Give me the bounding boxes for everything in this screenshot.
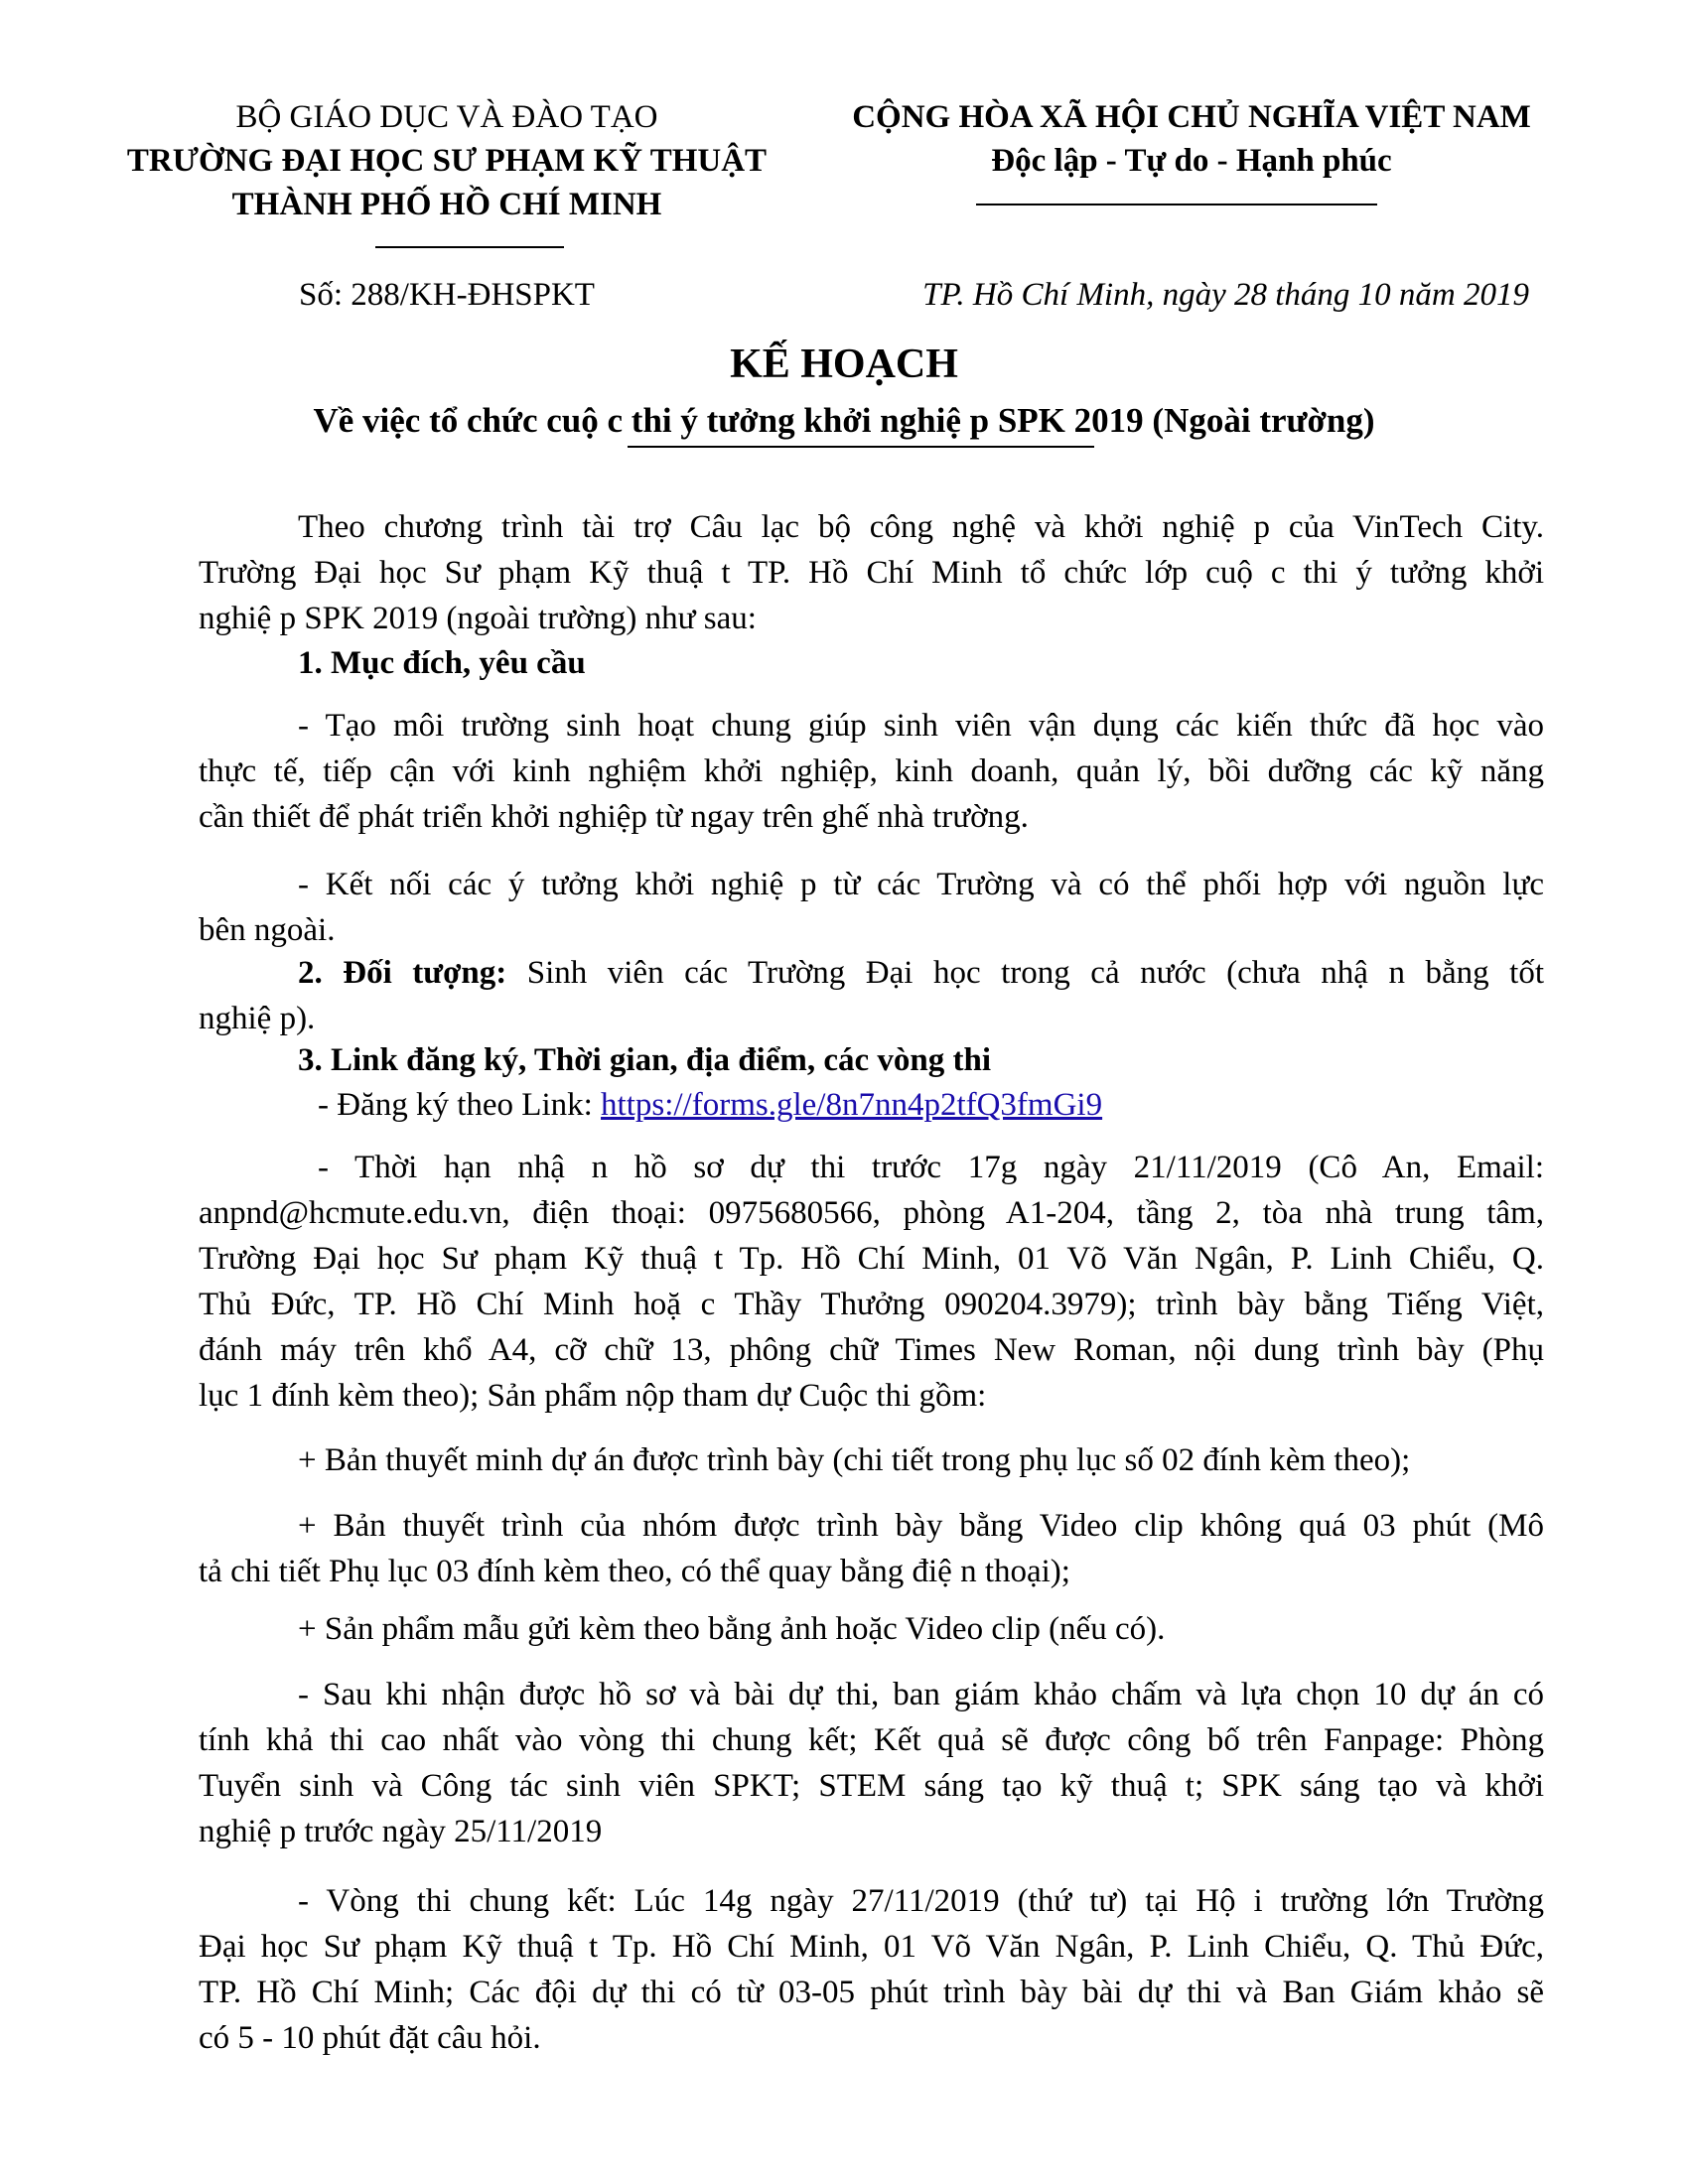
- section-3-heading: 3. Link đăng ký, Thời gian, địa điểm, các vòng thi: [298, 1042, 992, 1078]
- final-round-paragraph: [199, 1878, 1544, 2061]
- intro-line: Trường Đại học Sư phạm Kỹ thuậ t TP. Hồ Chí Minh tổ chức lớp cuộ c thi ý tưởng khởi: [199, 555, 1544, 591]
- section-2-label: 2. Đối tượng:: [298, 955, 507, 991]
- section-1-bullet-2: [199, 862, 1544, 953]
- section-1-heading: 1. Mục đích, yêu cầu: [298, 645, 586, 681]
- product-item-1: [199, 1437, 1544, 1483]
- deadline-line: Thủ Đức, TP. Hồ Chí Minh hoặ c Thầy Thưởng 090204.3979); trình bày bằng Tiếng Việt,: [199, 1287, 1544, 1322]
- deadline-paragraph: [199, 1145, 1544, 1419]
- bullet-line: cần thiết để phát triển khởi nghiệp từ ngay trên ghế nhà trường.: [199, 799, 1029, 835]
- bullet-line: - Kết nối các ý tưởng khởi nghiệ p từ các Trường và có thể phối hợp với nguồn lực: [298, 867, 1544, 902]
- product-item-text: + Bản thuyết trình của nhóm được trình bày bằng Video clip không quá 03 phút (Mô: [298, 1508, 1544, 1544]
- product-item-2: [199, 1503, 1544, 1594]
- deadline-line: anpnd@hcmute.edu.vn, điện thoại: 0975680566, phòng A1-204, tầng 2, tòa nhà trung tâm,: [199, 1195, 1544, 1231]
- bullet-line: thực tế, tiếp cận với kinh nghiệm khởi nghiệp, kinh doanh, quản lý, bồi dưỡng các kỹ năng: [199, 753, 1544, 789]
- registration-line: [199, 1082, 1544, 1128]
- registration-link[interactable]: https://forms.gle/8n7nn4p2tfQ3fmGi9: [601, 1087, 1103, 1123]
- section-2-paragraph: [199, 950, 1544, 1041]
- deadline-line: Trường Đại học Sư phạm Kỹ thuậ t Tp. Hồ Chí Minh, 01 Võ Văn Ngân, P. Linh Chiểu, Q.: [199, 1241, 1544, 1277]
- results-line: tính khả thi cao nhất vào vòng thi chung kết; Kết quả sẽ được công bố trên Fanpage: Phòng: [199, 1722, 1544, 1758]
- nation-name: CỘNG HÒA XÃ HỘI CHỦ NGHĨA VIỆT NAM: [852, 99, 1531, 135]
- intro-line: nghiệ p SPK 2019 (ngoài trường) như sau:: [199, 601, 757, 636]
- deadline-line: lục 1 đính kèm theo); Sản phẩm nộp tham dự Cuộc thi gồm:: [199, 1378, 987, 1414]
- final-round-line: Đại học Sư phạm Kỹ thuậ t Tp. Hồ Chí Minh, 01 Võ Văn Ngân, P. Linh Chiểu, Q. Thủ Đức,: [199, 1929, 1544, 1965]
- product-item-3: [199, 1606, 1544, 1652]
- document-date: TP. Hồ Chí Minh, ngày 28 tháng 10 năm 2019: [922, 277, 1529, 313]
- motto-underline: [976, 204, 1377, 205]
- ministry-name: BỘ GIÁO DỤC VÀ ĐÀO TẠO: [235, 99, 658, 135]
- national-motto: Độc lập - Tự do - Hạnh phúc: [991, 143, 1392, 179]
- city-name: THÀNH PHỐ HỒ CHÍ MINH: [231, 187, 662, 222]
- final-round-line: TP. Hồ Chí Minh; Các đội dự thi có từ 03-05 phút trình bày bài dự thi và Ban Giám khảo sẽ: [199, 1975, 1544, 2010]
- bullet-line: - Tạo môi trường sinh hoạt chung giúp sinh viên vận dụng các kiến thức đã học vào: [298, 708, 1544, 744]
- product-item-text: tả chi tiết Phụ lục 03 đính kèm theo, có thể quay bằng điệ n thoại);: [199, 1554, 1070, 1589]
- results-line: nghiệ p trước ngày 25/11/2019: [199, 1814, 603, 1849]
- school-name: TRƯỜNG ĐẠI HỌC SƯ PHẠM KỸ THUẬT: [126, 143, 768, 179]
- final-round-line: có 5 - 10 phút đặt câu hỏi.: [199, 2020, 541, 2056]
- final-round-line: - Vòng thi chung kết: Lúc 14g ngày 27/11/2019 (thứ tư) tại Hộ i trường lớn Trường: [298, 1883, 1544, 1919]
- issuer-block: [99, 95, 794, 226]
- results-paragraph: [199, 1672, 1544, 1854]
- section-2-text: nghiệ p).: [199, 1001, 316, 1036]
- product-item-text: + Sản phẩm mẫu gửi kèm theo bằng ảnh hoặc Video clip (nếu có).: [298, 1611, 1166, 1647]
- nation-block: [804, 95, 1579, 183]
- bullet-line: bên ngoài.: [199, 912, 336, 948]
- subtitle-underline: [628, 446, 1094, 448]
- intro-paragraph: [199, 504, 1544, 641]
- document-subtitle: Về việc tổ chức cuộ c thi ý tưởng khởi nghiệ p SPK 2019 (Ngoài trường): [313, 401, 1375, 440]
- product-item-text: + Bản thuyết minh dự án được trình bày (chi tiết trong phụ lục số 02 đính kèm theo);: [298, 1442, 1411, 1478]
- deadline-line: đánh máy trên khổ A4, cỡ chữ 13, phông chữ Times New Roman, nội dung trình bày (Phụ: [199, 1332, 1544, 1368]
- results-line: Tuyển sinh và Công tác sinh viên SPKT; STEM sáng tạo kỹ thuậ t; SPK sáng tạo và khởi: [199, 1768, 1544, 1804]
- section-2-text: Sinh viên các Trường Đại học trong cả nước (chưa nhậ n bằng tốt: [506, 955, 1544, 991]
- section-1-bullet-1: [199, 703, 1544, 840]
- registration-label: - Đăng ký theo Link:: [318, 1087, 602, 1123]
- deadline-line: - Thời hạn nhậ n hồ sơ dự thi trước 17g ngày 21/11/2019 (Cô An, Email:: [318, 1150, 1544, 1185]
- document-number: Số: 288/KH-ĐHSPKT: [299, 277, 595, 313]
- results-line: - Sau khi nhận được hồ sơ và bài dự thi, ban giám khảo chấm và lựa chọn 10 dự án có: [298, 1677, 1544, 1712]
- intro-line: Theo chương trình tài trợ Câu lạc bộ công nghệ và khởi nghiệ p của VinTech City.: [298, 509, 1544, 545]
- issuer-underline: [375, 246, 564, 248]
- document-title: KẾ HOẠCH: [730, 341, 958, 387]
